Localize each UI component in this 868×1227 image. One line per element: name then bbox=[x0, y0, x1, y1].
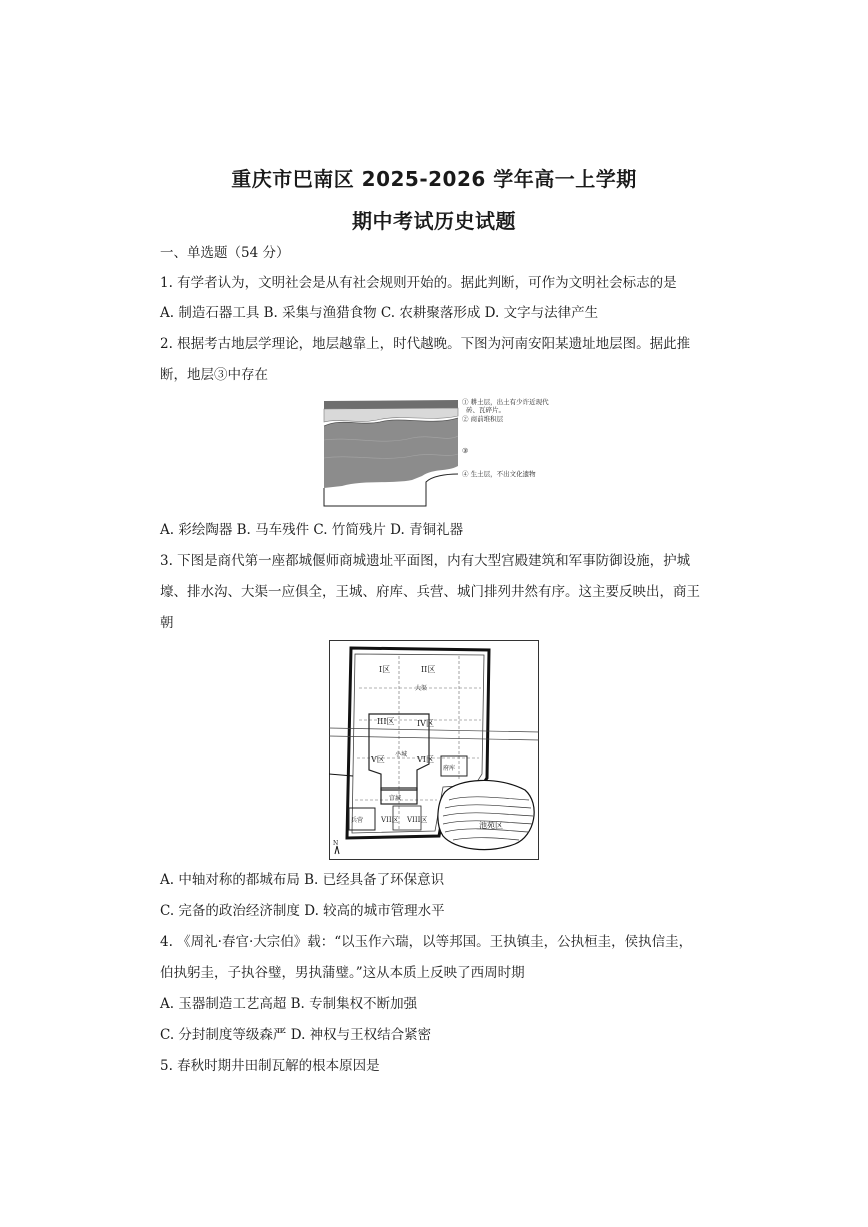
strata-label-1: ① 耕土层，出土有少许近现代 bbox=[462, 398, 549, 406]
layer-1 bbox=[324, 400, 458, 409]
strata-figure bbox=[322, 396, 554, 510]
q3-stem-3: 朝 bbox=[160, 615, 174, 631]
q1-stem: 1. 有学者认为，文明社会是从有社会规则开始的。据此判断，可作为文明社会标志的是 bbox=[160, 275, 677, 291]
q4-options-2: C. 分封制度等级森严 D. 神权与王权结合紧密 bbox=[160, 1027, 432, 1043]
zone-1-label: I区 bbox=[379, 665, 391, 674]
dagu-label: 大渠 bbox=[415, 685, 428, 692]
strata-label-4: ④ 生土层，不出文化遗物 bbox=[462, 470, 536, 478]
city-plan-figure bbox=[329, 640, 539, 860]
strata-label-2: ② 商前堆积层 bbox=[462, 415, 504, 423]
layer-2 bbox=[324, 408, 458, 422]
zone-3-label: III区 bbox=[377, 717, 395, 726]
section-heading: 一、单选题（54 分） bbox=[160, 245, 290, 261]
north-label: N bbox=[333, 840, 339, 847]
q3-options-2: C. 完备的政治经济制度 D. 较高的城市管理水平 bbox=[160, 903, 445, 919]
zone-6-label: VI区 bbox=[417, 755, 434, 764]
pond-label: 池苑区 bbox=[479, 821, 503, 830]
exam-title-line2: 期中考试历史试题 bbox=[352, 209, 516, 233]
zone-4-label: IV区 bbox=[417, 719, 434, 728]
city-plan-map bbox=[329, 640, 539, 860]
palace-label: 宫城 bbox=[389, 795, 402, 802]
zone-5-label: V区 bbox=[371, 755, 385, 764]
zone-7-label: VII区 bbox=[381, 816, 399, 824]
q2-stem-2: 断，地层③中存在 bbox=[160, 367, 268, 383]
zone-2-label: II区 bbox=[421, 665, 436, 674]
strata-label-1b: 砖、瓦碎片。 bbox=[466, 406, 505, 414]
strata-label-3: ③ bbox=[462, 447, 469, 455]
q3-options-1: A. 中轴对称的都城布局 B. 已经具备了环保意识 bbox=[160, 872, 445, 888]
storehouse-label: 府库 bbox=[443, 765, 456, 772]
q5-stem: 5. 春秋时期井田制瓦解的根本原因是 bbox=[160, 1058, 380, 1074]
zone-8-label: VIII区 bbox=[407, 816, 428, 824]
q4-options-1: A. 玉器制造工艺高超 B. 专制集权不断加强 bbox=[160, 996, 418, 1012]
q3-stem-1: 3. 下图是商代第一座都城偃师商城遗址平面图，内有大型宫殿建筑和军事防御设施，护城 bbox=[160, 553, 691, 569]
q4-stem-1: 4. 《周礼·春官·大宗伯》载：“以玉作六瑞，以等邦国。王执镇圭，公执桓圭，侯执信圭， bbox=[160, 934, 693, 950]
exam-title-line1: 重庆市巴南区 2025-2026 学年高一上学期 bbox=[231, 167, 637, 191]
q2-options: A. 彩绘陶器 B. 马车残件 C. 竹简残片 D. 青铜礼器 bbox=[160, 522, 464, 538]
layer-3 bbox=[324, 418, 458, 488]
q1-options: A. 制造石器工具 B. 采集与渔猎食物 C. 农耕聚落形成 D. 文字与法律产生 bbox=[160, 305, 599, 321]
barracks-label: 兵营 bbox=[351, 817, 364, 824]
q3-stem-2: 壕、排水沟、大渠一应俱全，王城、府库、兵营、城门排列井然有序。这主要反映出，商王 bbox=[160, 584, 700, 600]
small-city-label: 小城 bbox=[395, 751, 408, 758]
strata-diagram bbox=[322, 396, 554, 510]
q4-stem-2: 伯执躬圭，子执谷璧，男执蒲璧。”这从本质上反映了西周时期 bbox=[160, 965, 525, 981]
q2-stem-1: 2. 根据考古地层学理论，地层越靠上，时代越晚。下图为河南安阳某遗址地层图。据此推 bbox=[160, 336, 691, 352]
